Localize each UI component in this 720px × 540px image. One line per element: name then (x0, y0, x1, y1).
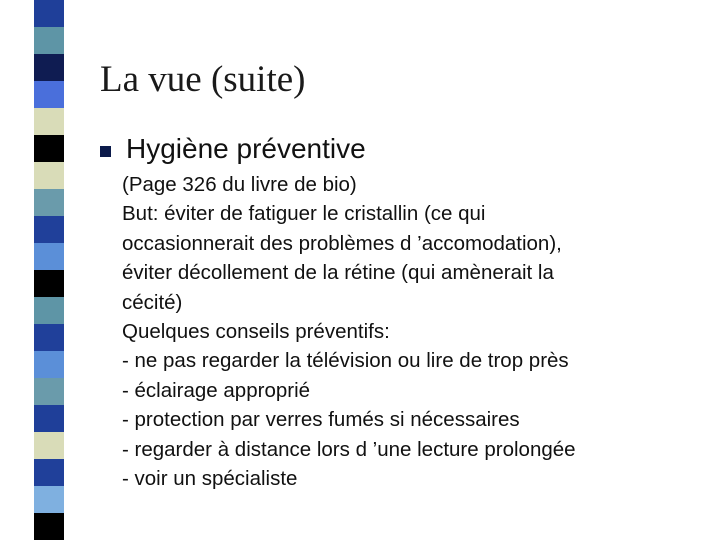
stripe-block (34, 216, 64, 243)
body-line: But: éviter de fatiguer le cristallin (ce qui (122, 202, 486, 226)
body-line: Quelques conseils préventifs: (122, 320, 390, 344)
stripe-block (34, 459, 64, 486)
body-line: - voir un spécialiste (122, 467, 298, 491)
decorative-stripe (34, 0, 64, 540)
stripe-block (34, 189, 64, 216)
stripe-block (34, 162, 64, 189)
body-line: cécité) (122, 290, 183, 314)
body-line: éviter décollement de la rétine (qui amènerait la (122, 261, 554, 285)
slide-title: La vue (suite) (100, 59, 306, 100)
stripe-block (34, 108, 64, 135)
stripe-block (34, 405, 64, 432)
stripe-block (34, 54, 64, 81)
stripe-block (34, 297, 64, 324)
stripe-block (34, 324, 64, 351)
stripe-block (34, 486, 64, 513)
stripe-block (34, 81, 64, 108)
bullet-square-icon (100, 146, 111, 157)
stripe-block (34, 432, 64, 459)
body-line: occasionnerait des problèmes d ’accomodation), (122, 231, 562, 255)
bullet-body (122, 170, 702, 493)
stripe-block (34, 378, 64, 405)
stripe-block (34, 243, 64, 270)
stripe-block (34, 0, 64, 27)
stripe-block (34, 351, 64, 378)
stripe-block (34, 135, 64, 162)
body-line: - regarder à distance lors d ’une lecture prolongée (122, 437, 576, 461)
body-line: - éclairage approprié (122, 378, 311, 402)
stripe-block (34, 27, 64, 54)
bullet-heading: Hygiène préventive (126, 133, 366, 164)
stripe-block (34, 270, 64, 297)
stripe-block (34, 513, 64, 540)
body-line: - protection par verres fumés si nécessaires (122, 408, 520, 432)
body-line: - ne pas regarder la télévision ou lire de trop près (122, 349, 569, 373)
body-line: (Page 326 du livre de bio) (122, 173, 357, 196)
